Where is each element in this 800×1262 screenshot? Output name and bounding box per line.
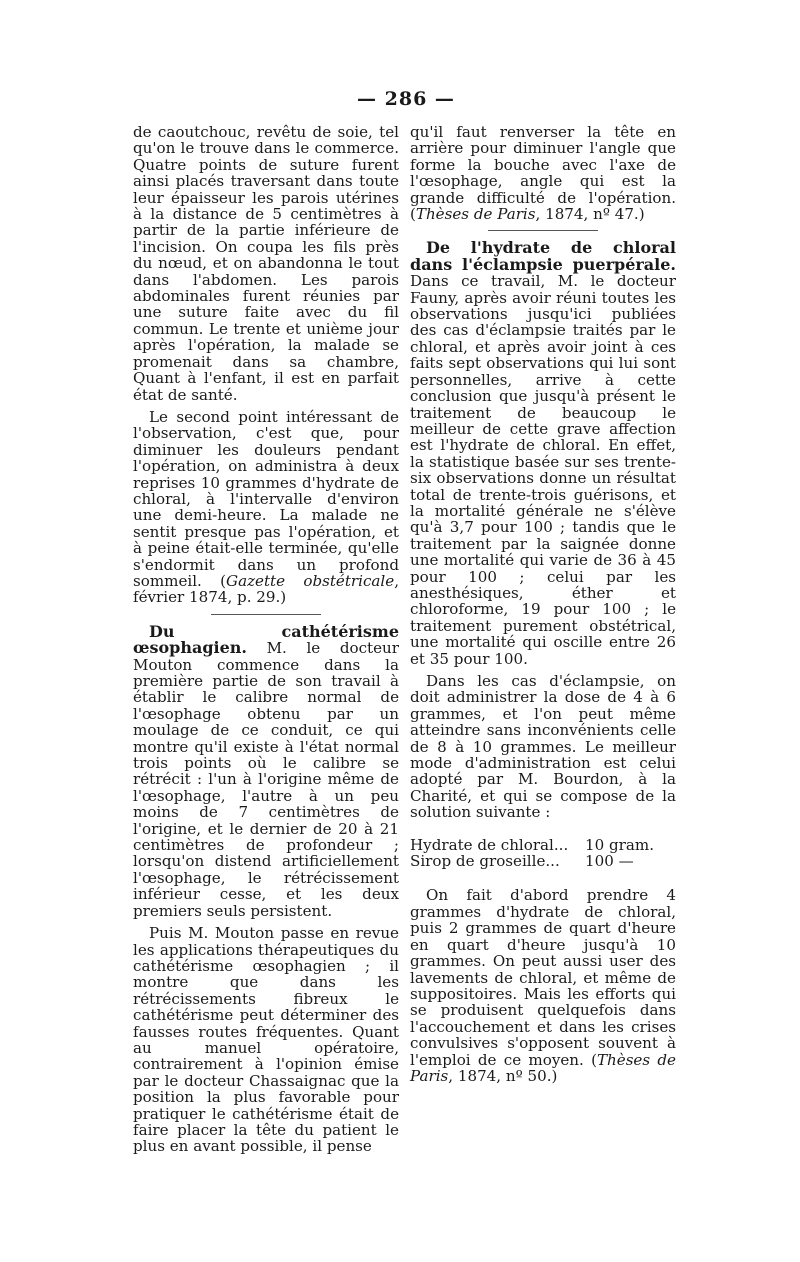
citation-end: , 1874, nº 47.) xyxy=(535,205,645,224)
left-column xyxy=(133,124,399,1155)
citation-end: , février 1874, p. 29.) xyxy=(133,571,399,607)
paragraph: de caoutchouc, revêtu de soie, tel qu'on le trouve dans le commerce. Quatre points de suture furent ainsi placés traversant dans toute leur épaisseur les parois utérines à la distance de 5 centimètres à partir de la partie inférieure de l'incision. On coupa les fils près du nœud, et on abandonna le tout dans l'abdomen. Les parois abdominales furent réunies par une suture faite avec du fil commun. Le trente et unième jour après l'opération, la malade se promenait dans sa chambre, Quant à l'enfant, il est en parfait état de santé. xyxy=(133,123,399,404)
page-number: — 286 — xyxy=(357,88,455,110)
paragraph-text: M. le docteur Mouton commence dans la première partie de son travail à établir le calibre normal de l'œsophage obtenu par un moulage de ce conduit, ce qui montre qu'il existe à l'état normal trois points où le calibre se rétrécit : l'un à l'origine même de l'œsophage, l'autre à un peu moins de 7 centimètres de l'origine, et le dernier de 20 à 21 centimètres de profondeur ; lorsqu'on distend artificiellement l'œsophage, le rétrécissement inférieur cesse, et les deux premiers seuls persistent. xyxy=(133,639,399,920)
paragraph xyxy=(410,124,676,222)
section-title: De l'hydrate de chloral dans l'éclampsie puerpérale. xyxy=(410,238,676,274)
section-title: Du cathétérisme œsophagien. xyxy=(133,621,399,658)
paragraph-text: On fait d'abord prendre 4 grammes d'hydrate de chloral, puis 2 grammes de quart d'heure en quart d'heure jusqu'à 10 grammes. On peut aussi user des lavements de chloral, et même de suppositoires. Mais les efforts qui se produisent quelquefois dans l'accouchement et dans les crises convulsives s'opposent souvent à l'emploi de ce moyen. ( xyxy=(410,886,676,1069)
recipe-row xyxy=(410,853,676,869)
ingredient-name: Hydrate de chloral... xyxy=(410,835,569,854)
ingredient-quantity: 10 gram. xyxy=(585,835,654,854)
right-column xyxy=(410,124,676,1084)
paragraph-text: qu'il faut renverser la tête en arrière pour diminuer l'angle que forme la bouche avec l'axe de l'œsophage, angle qui est la grande difficulté de l'opération. ( xyxy=(410,123,676,224)
paragraph-text: Le second point intéressant de l'observation, c'est que, pour diminuer les douleurs pendant l'opération, on administra à deux reprises 10 grammes d'hydrate de chloral, à l'intervalle d'environ une demi-heure. La malade ne sentit presque pas l'opération, et à peine était-elle terminée, qu'elle s'endormit dans un profond sommeil. ( xyxy=(133,407,399,590)
section-divider xyxy=(211,614,321,615)
ingredient-name: Sirop de groseille... xyxy=(410,852,560,871)
recipe-row xyxy=(410,837,676,853)
ingredient-quantity: 100 — xyxy=(585,852,634,871)
citation-end: , 1874, nº 50.) xyxy=(448,1066,558,1085)
paragraph xyxy=(410,240,676,667)
paragraph xyxy=(133,409,399,606)
paragraph: Puis M. Mouton passe en revue les applications thérapeutiques du cathétérisme œsophagien ; il montre que dans les rétrécissements fibreux le cathétérisme peut déterminer des fausses routes fréquentes. Quant au manuel opératoire, contrairement à l'opinion émise par le docteur Chassaignac que la position la plus favorable pour pratiquer le cathétérisme était de faire placer la tête du patient le plus en avant possible, il pense xyxy=(133,924,399,1156)
section-divider xyxy=(488,230,598,231)
paragraph xyxy=(133,621,399,920)
citation-source: Thèses de Paris xyxy=(415,205,536,224)
paragraph: Dans les cas d'éclampsie, on doit administrer la dose de 4 à 6 grammes, et l'on peut même atteindre sans inconvénients celle de 8 à 10 grammes. Le meilleur mode d'administration est celui adopté par M. Bourdon, à la Charité, et qui se compose de la solution suivante : xyxy=(410,672,676,822)
paragraph-text: Dans ce travail, M. le docteur Fauny, après avoir réuni toutes les observations jusqu'ici publiées des cas d'éclampsie traités par le chloral, et après avoir joint à ces faits sept observations qui lui sont personnelles, arrive à cette conclusion que jusqu'à présent le traitement de beaucoup le meilleur de cette grave affection est l'hydrate de chloral. En effet, la statistique basée sur ses trente-six observations donne un résultat total de trente-trois guérisons, et la mortalité générale ne s'élève qu'à 3,7 pour 100 ; tandis que le traitement par la saignée donne une mortalité qui varie de 36 à 45 pour 100 ; celui par les anesthésiques, éther et chloroforme, 19 pour 100 ; le traitement purement obstétrical, une mortalité qui oscille entre 26 et 35 pour 100. xyxy=(410,272,676,668)
citation-source: Gazette obstétricale xyxy=(226,571,395,590)
citation-source: Thèses de Paris xyxy=(410,1050,676,1085)
recipe xyxy=(410,837,676,870)
paragraph xyxy=(410,887,676,1084)
